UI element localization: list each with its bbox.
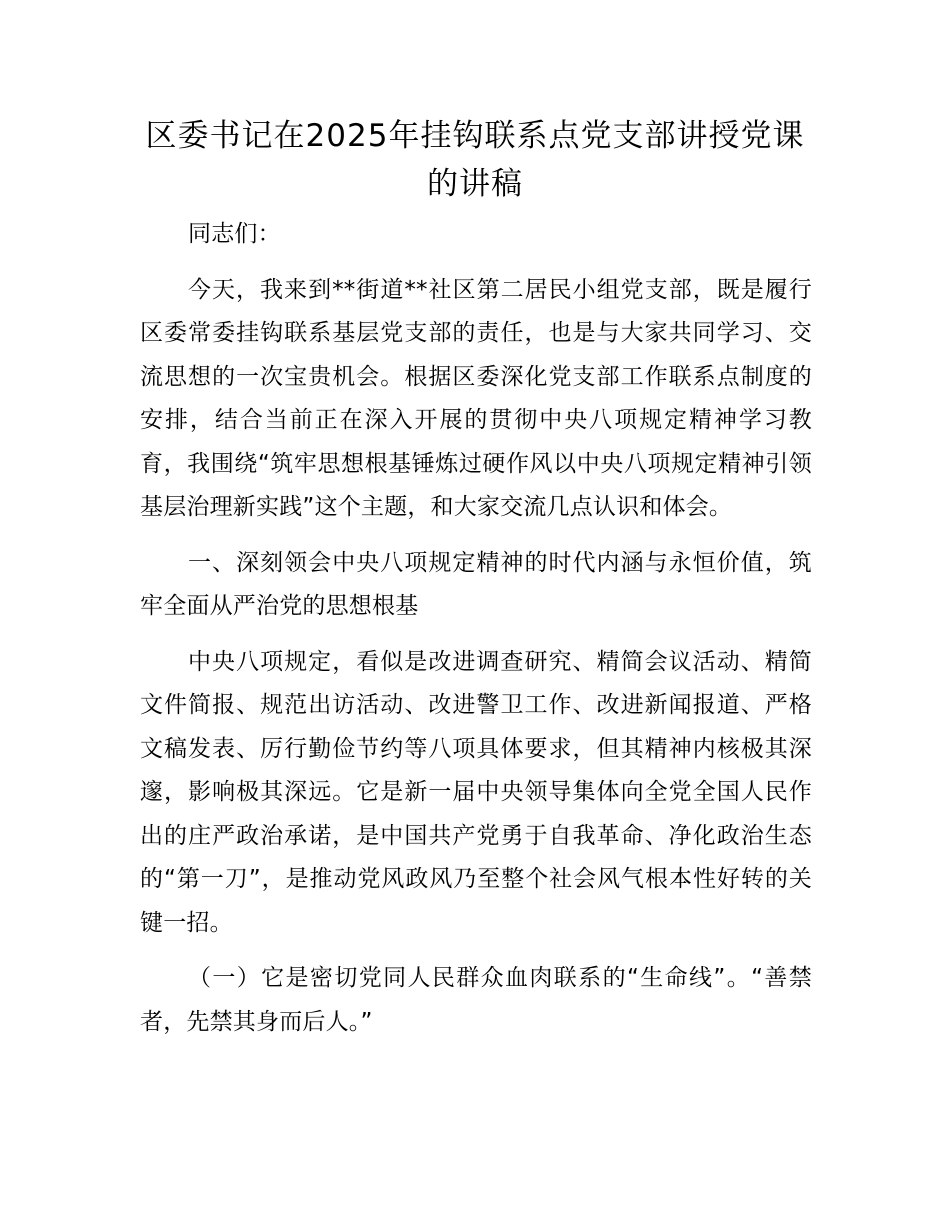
paragraph-eight-rules: 中央八项规定，看似是改进调查研究、精简会议活动、精简文件简报、规范出访活动、改进警卫工作、改进新闻报道、严格文稿发表、厉行勤俭节约等八项具体要求，但其精神内核极其深邃，影响极其深远。它是新一届中央领导集体向全党全国人民作出的庄严政治承诺，是中国共产党勇于自我革命、净化政治生态的“第一刀”，是推动党风政风乃至整个社会风气根本性好转的关键一招。: [140, 648, 812, 936]
section-heading-1: 一、深刻领会中央八项规定精神的时代内涵与永恒价值，筑牢全面从严治党的思想根基: [140, 549, 812, 619]
subsection-heading-1: （一）它是密切党同人民群众血肉联系的“生命线”。“善禁者，先禁其身而后人。”: [140, 965, 812, 1035]
document-title: 区委书记在2025年挂钩联系点党支部讲授党课的讲稿: [145, 118, 805, 202]
document-body: [140, 213, 812, 1056]
salutation: 同志们：: [188, 221, 281, 247]
paragraph-intro: 今天，我来到**街道**社区第二居民小组党支部，既是履行区委常委挂钩联系基层党支部的责任，也是与大家共同学习、交流思想的一次宝贵机会。根据区委深化党支部工作联系点制度的安排，结合当前正在深入开展的贯彻中央八项规定精神学习教育，我围绕“筑牢思想根基锤炼过硬作风以中央八项规定精神引领基层治理新实践”这个主题，和大家交流几点认识和体会。: [140, 276, 812, 520]
